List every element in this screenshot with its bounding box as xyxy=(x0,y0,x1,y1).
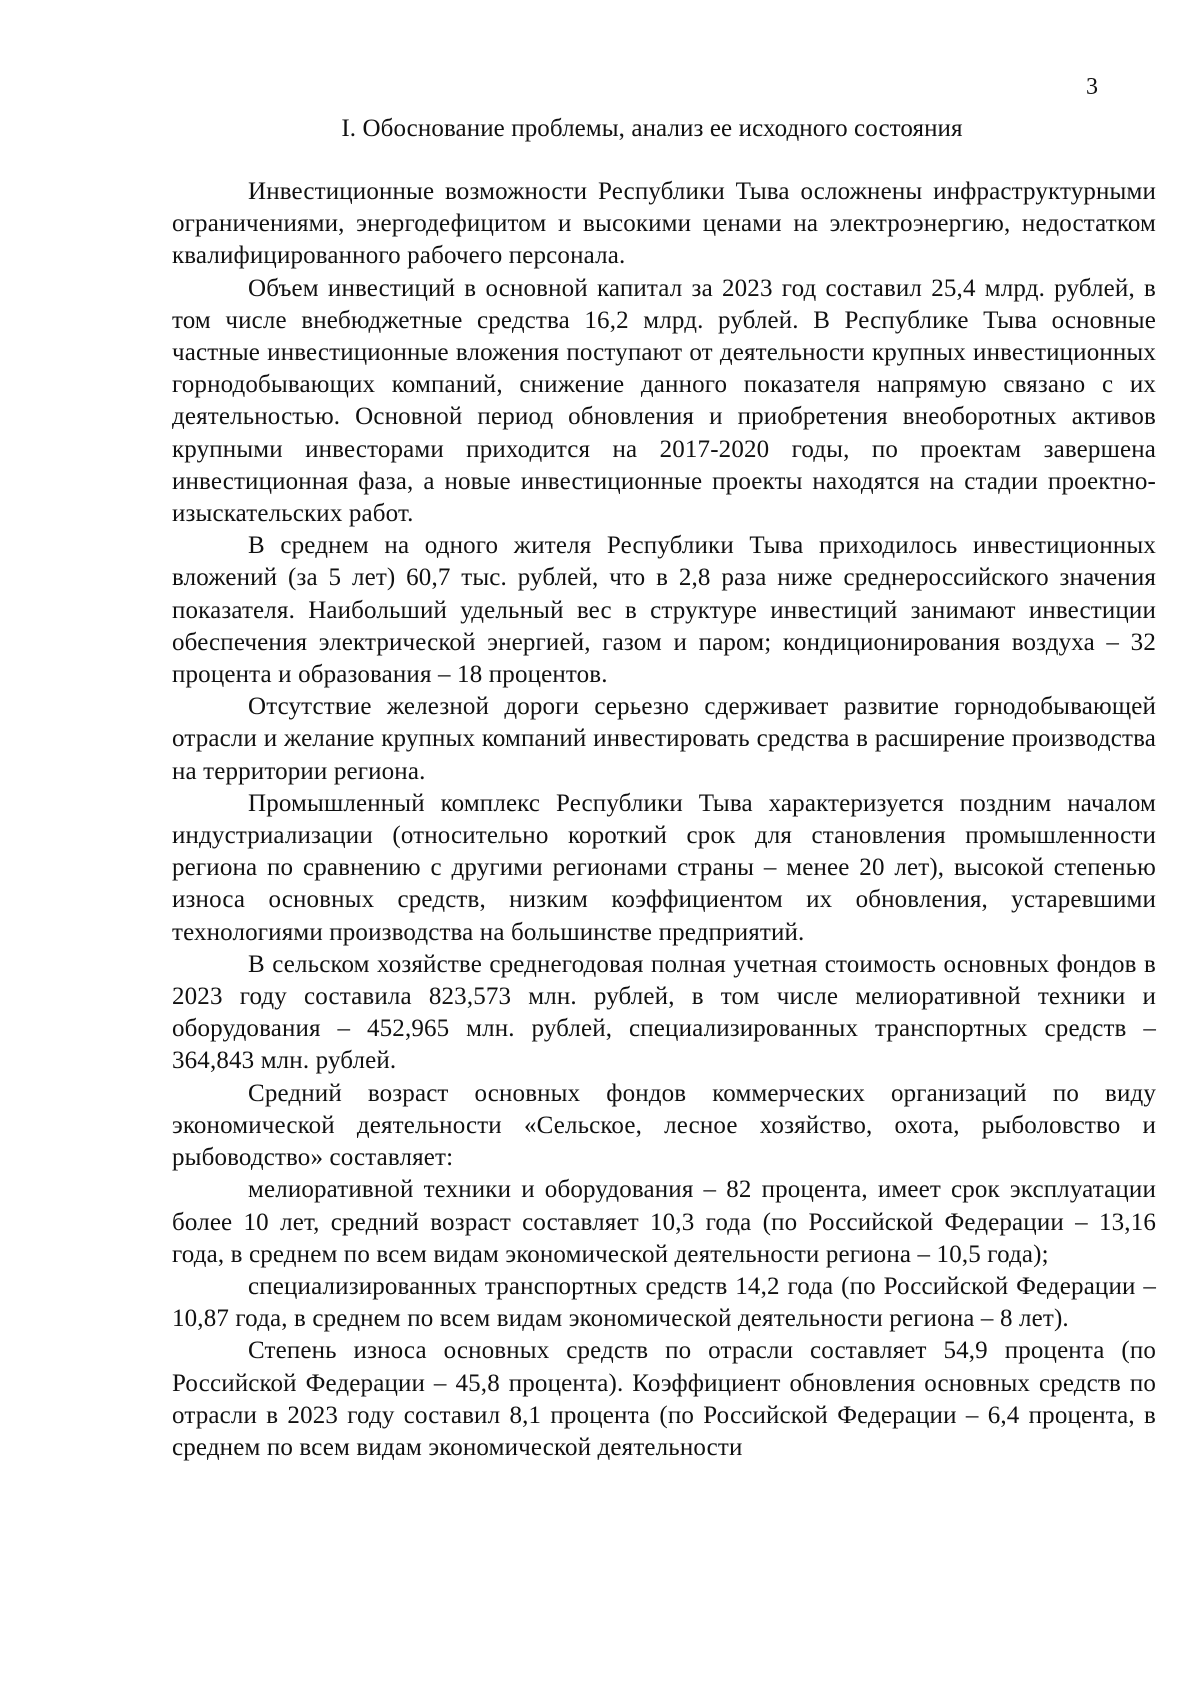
paragraph-average-age: Средний возраст основных фондов коммерческих организаций по виду экономической деятельности «Сельское, лесное хозяйство, охота, рыболовство и рыбоводство» составляет: xyxy=(172,1079,1156,1172)
paragraph-investment-volume: Объем инвестиций в основной капитал за 2023 год составил 25,4 млрд. рублей, в том числе внебюджетные средства 16,2 млрд. рублей. В Республике Тыва основные частные инвестиционные вложения поступают от деятельности крупных инвестиционных горнодобывающих компаний, снижение данного показателя напрямую связано с их деятельностью. Основной период обновления и приобретения внеоборотных активов крупными инвесторами приходится на 2017-2020 годы, по проектам завершена инвестиционная фаза, а новые инвестиционные проекты находятся на стадии проектно-изыскательских работ. xyxy=(172,274,1156,528)
paragraph-industrial-complex: Промышленный комплекс Республики Тыва характеризуется поздним началом индустриализации (относительно короткий срок для становления промышленности региона по сравнению с другими регионами страны – менее 20 лет), высокой степенью износа основных средств, низким коэффициентом их обновления, устаревшими технологиями производства на большинстве предприятий. xyxy=(172,789,1156,946)
paragraph-melioration-equipment: мелиоративной техники и оборудования – 82 процента, имеет срок эксплуатации более 10 лет, средний возраст составляет 10,3 года (по Российской Федерации – 13,16 года, в среднем по всем видам экономической деятельности региона – 10,5 года); xyxy=(172,1176,1156,1268)
paragraph-per-capita-investment: В среднем на одного жителя Республики Тыва приходилось инвестиционных вложений (за 5 лет) 60,7 тыс. рублей, что в 2,8 раза ниже среднероссийского значения показателя. Наибольший удельный вес в структуре инвестиций занимают инвестиции обеспечения электрической энергией, газом и паром; кондиционирования воздуха – 32 процента и образования – 18 процентов. xyxy=(172,532,1156,689)
paragraph-depreciation: Степень износа основных средств по отрасли составляет 54,9 процента (по Российской Федерации – 45,8 процента). Коэффициент обновления основных средств по отрасли в 2023 году составил 8,1 процента (по Российской Федерации – 6,4 процента, в среднем по всем видам экономической деятельности xyxy=(172,1337,1156,1461)
paragraph-investment-opportunities: Инвестиционные возможности Республики Тыва осложнены инфраструктурными ограничениями, энергодефицитом и высокими ценами на электроэнергию, недостатком квалифицированного рабочего персонала. xyxy=(172,178,1156,270)
paragraph-agriculture-assets: В сельском хозяйстве среднегодовая полная учетная стоимость основных фондов в 2023 году составила 823,573 млн. рублей, в том числе мелиоративной техники и оборудования – 452,965 млн. рублей, специализированных транспортных средств – 364,843 млн. рублей. xyxy=(172,950,1156,1075)
paragraph-railway: Отсутствие железной дороги серьезно сдерживает развитие горнодобывающей отрасли и желание крупных компаний инвестировать средства в расширение производства на территории региона. xyxy=(172,693,1156,785)
section-heading: I. Обоснование проблемы, анализ ее исходного состояния xyxy=(341,115,963,142)
paragraph-special-vehicles: специализированных транспортных средств 14,2 года (по Российской Федерации – 10,87 года, в среднем по всем видам экономической деятельности региона – 8 лет). xyxy=(172,1272,1156,1333)
body-text xyxy=(172,176,1156,1464)
page-number: 3 xyxy=(1086,74,1098,100)
